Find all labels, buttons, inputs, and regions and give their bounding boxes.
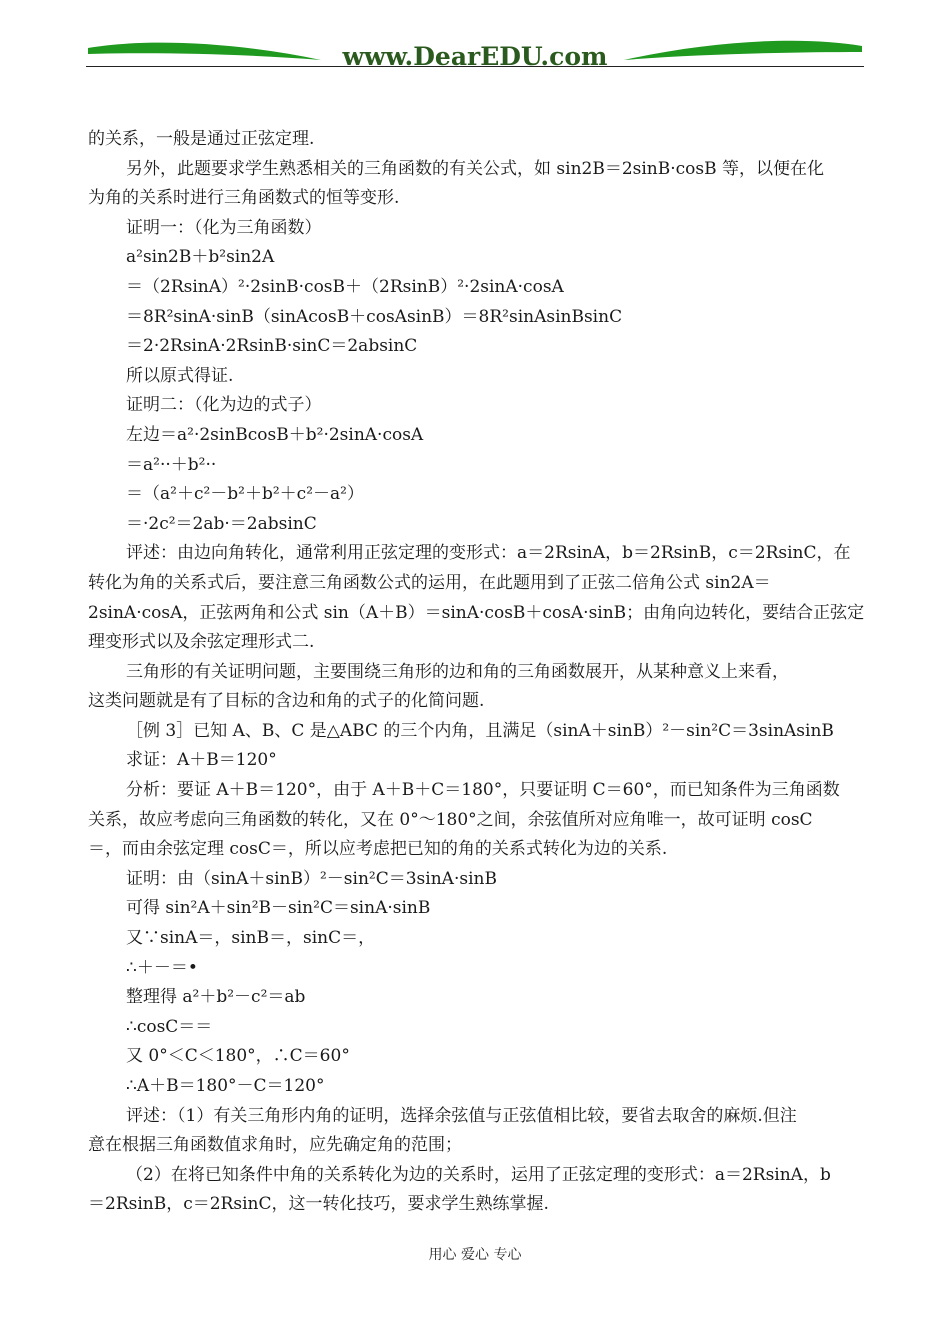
text-line: ＝2RsinB，c＝2RsinC，这一转化技巧，要求学生熟练掌握. <box>88 1194 549 1215</box>
text-line: 理变形式以及余弦定理形式二. <box>88 632 315 653</box>
text-line: 又 0°＜C＜180°，∴C＝60° <box>126 1046 350 1067</box>
text-line: ＝8R²sinA·sinB（sinAcosB＋cosAsinB）＝8R²sinAsinBsinC <box>126 306 623 327</box>
text-line: ＝，而由余弦定理 cosC＝，所以应考虑把已知的角的关系式转化为边的关系. <box>88 839 668 860</box>
text-line: 意在根据三角函数值求角时，应先确定角的范围； <box>88 1135 462 1156</box>
text-line: ＝a²··＋b²·· <box>126 454 217 475</box>
text-line: 证明二：（化为边的式子） <box>126 395 322 416</box>
text-line: 评述：由边向角转化，通常利用正弦定理的变形式：a＝2RsinA，b＝2RsinB，c＝2RsinC，在 <box>126 543 851 564</box>
text-line: 所以原式得证. <box>126 365 234 386</box>
header-logo-graphic <box>86 30 864 76</box>
text-line: ＝2·2RsinA·2RsinB·sinC＝2absinC <box>126 336 418 357</box>
text-line: 的关系，一般是通过正弦定理. <box>88 129 315 149</box>
text-line: 转化为角的关系式后，要注意三角函数公式的运用，在此题用到了正弦二倍角公式 sin2A＝ <box>88 572 771 593</box>
text-line: （2）在将已知条件中角的关系转化为边的关系时，运用了正弦定理的变形式：a＝2RsinA，b <box>126 1164 831 1185</box>
text-line: ∴A＋B＝180°－C＝120° <box>126 1076 325 1096</box>
text-line: ∴＋－＝• <box>126 957 198 978</box>
text-line: ＝（2RsinA）²·2sinB·cosB＋（2RsinB）²·2sinA·cosA <box>126 276 564 297</box>
text-line: 2sinA·cosA，正弦两角和公式 sin（A＋B）＝sinA·cosB＋cosA·sinB；由角向边转化，要结合正弦定 <box>88 602 865 623</box>
text-line: 为角的关系时进行三角函数式的恒等变形. <box>88 188 400 209</box>
text-line: ＝（a²＋c²－b²＋b²＋c²－a²） <box>126 484 364 505</box>
header-divider <box>86 66 864 67</box>
text-line: 另外，此题要求学生熟悉相关的三角函数的有关公式，如 sin2B＝2sinB·cosB 等，以便在化 <box>126 158 825 179</box>
text-line: 这类问题就是有了目标的含边和角的式子的化简问题. <box>88 691 485 712</box>
text-line: 证明一：（化为三角函数） <box>126 217 322 238</box>
logo-text: www.DearEDU.com <box>342 42 608 71</box>
text-line: 证明：由（sinA＋sinB）²－sin²C＝3sinA·sinB <box>126 868 497 889</box>
text-line: 分析：要证 A＋B＝120°，由于 A＋B＋C＝180°，只要证明 C＝60°，而已知条件为三角函数 <box>126 780 840 801</box>
text-line: 可得 sin²A＋sin²B－sin²C＝sinA·sinB <box>126 898 431 919</box>
text-line: 评述：（1）有关三角形内角的证明，选择余弦值与正弦值相比较，要省去取舍的麻烦.但注 <box>126 1105 797 1126</box>
text-line: 三角形的有关证明问题，主要围绕三角形的边和角的三角函数展开，从某种意义上来看， <box>126 661 789 682</box>
text-line: 整理得 a²＋b²－c²＝ab <box>126 987 306 1008</box>
text-line: ∴cosC＝＝ <box>126 1016 213 1037</box>
text-line: ＝·2c²＝2ab·＝2absinC <box>126 513 317 534</box>
text-line: 关系，故应考虑向三角函数的转化，又在 0°～180°之间，余弦值所对应角唯一，故可证明 cosC <box>88 809 813 830</box>
text-line: 又∵sinA＝，sinB＝，sinC＝， <box>126 928 376 949</box>
header-banner <box>86 30 864 76</box>
text-line: a²sin2B＋b²sin2A <box>126 247 275 268</box>
text-line: 左边＝a²·2sinBcosB＋b²·2sinA·cosA <box>126 424 424 445</box>
text-line: ［例 3］已知 A、B、C 是△ABC 的三个内角，且满足（sinA＋sinB）²－sin²C＝3sinAsinB <box>126 720 834 741</box>
page-footer: 用心 爱心 专心 <box>428 1247 522 1263</box>
document-body <box>88 125 864 1220</box>
text-line: 求证：A＋B＝120° <box>126 750 277 771</box>
